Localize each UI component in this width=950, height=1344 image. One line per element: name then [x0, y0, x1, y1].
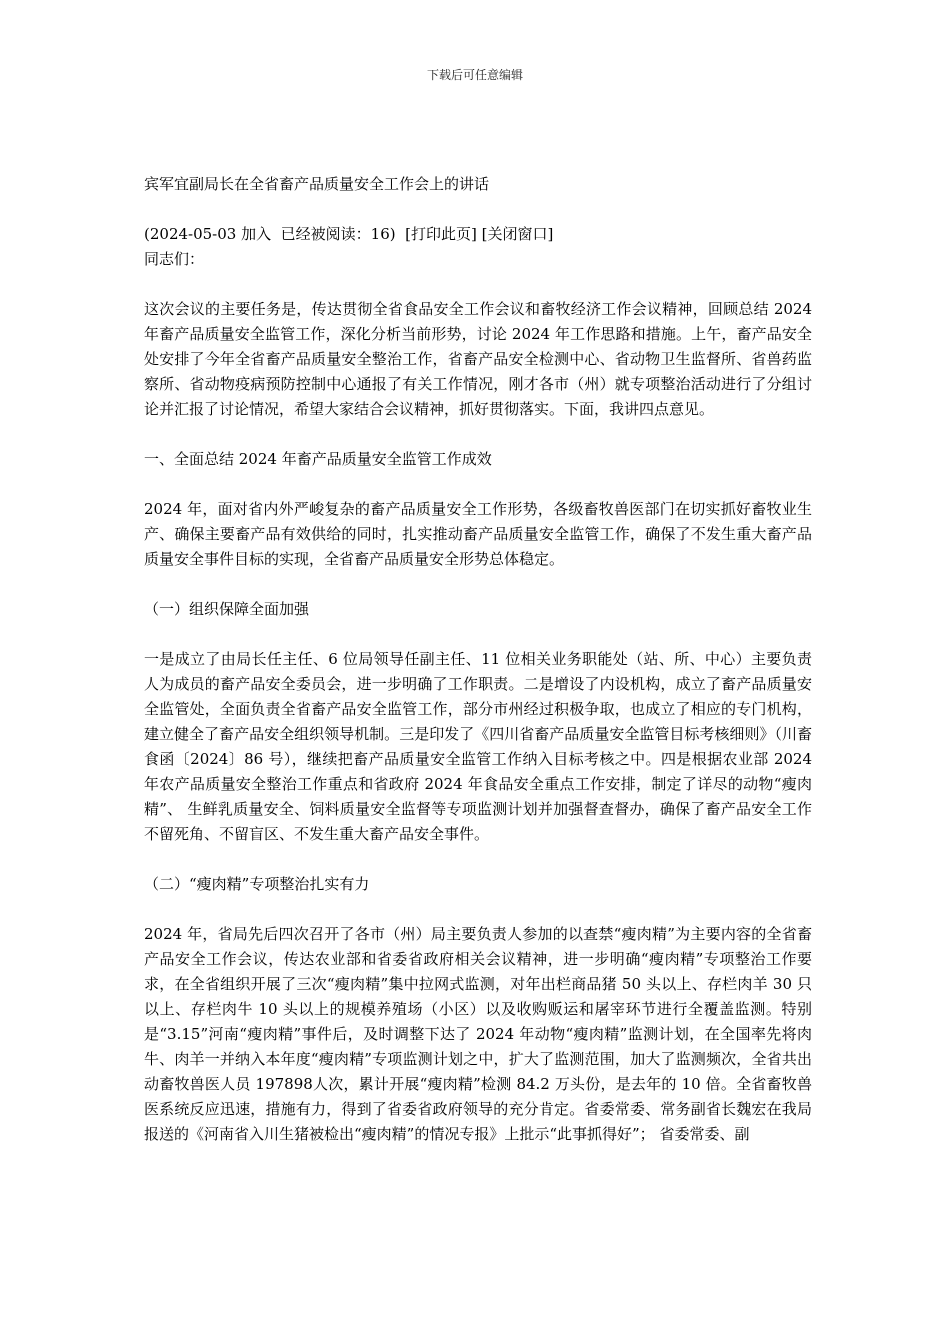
page-header-note: 下载后可任意编辑 — [426, 68, 523, 82]
subsection-heading-2: （二）“瘦肉精”专项整治扎实有力 — [144, 875, 370, 893]
print-page-link[interactable]: [打印此页] — [405, 225, 477, 243]
subsection-1-paragraph: 一是成立了由局长任主任、6 位局领导任副主任、11 位相关业务职能处（站、所、中心）主要负责人为成员的畜产品安全委员会，进一步明确了工作职责。二是增设了内设机构，成立了畜产品质量安全监管处，全面负责全省畜产品安全监管工作，部分市州经过积极争取，也成立了相应的专门机构，建立健全了畜产品安全组织领导机制。三是印发了《四川省畜产品质量安全监管目标考核细则》（川畜食函〔2024〕86 号），继续把畜产品质量安全监管工作纳入目标考核之中。四是根据农业部 2024 年农产品质量安全整治工作重点和省政府 2024 年食品安全重点工作安排，制定了详尽的动物“瘦肉精”、 生鲜乳质量安全、饲料质量安全监督等专项监测计划并加强督查督办，确保了畜产品安全工作不留死角、不留盲区、不发生重大畜产品安全事件。 — [144, 650, 812, 843]
close-window-link[interactable]: [关闭窗口] — [481, 225, 554, 243]
meta-read-count: 已经被阅读：16) — [280, 225, 396, 243]
subsection-heading-1: （一）组织保障全面加强 — [144, 600, 310, 618]
article-title: 宾军宜副局长在全省畜产品质量安全工作会上的讲话 — [144, 175, 490, 193]
article-meta — [144, 222, 812, 247]
meta-date-added: (2024-05-03 加入 — [144, 225, 272, 243]
article-body — [144, 172, 812, 1147]
section-1-paragraph: 2024 年，面对省内外严峻复杂的畜产品质量安全工作形势，各级畜牧兽医部门在切实抓好畜牧业生产、确保主要畜产品有效供给的同时，扎实推动畜产品质量安全监管工作，确保了不发生重大畜产品质量安全事件目标的实现，全省畜产品质量安全形势总体稳定。 — [144, 500, 812, 568]
subsection-2-paragraph: 2024 年，省局先后四次召开了各市（州）局主要负责人参加的以查禁“瘦肉精”为主要内容的全省畜产品安全工作会议，传达农业部和省委省政府相关会议精神，进一步明确“瘦肉精”专项整治工作要求，在全省组织开展了三次“瘦肉精”集中拉网式监测，对年出栏商品猪 50 头以上、存栏肉羊 30 只以上、存栏肉牛 10 头以上的规模养殖场（小区）以及收购贩运和屠宰环节进行全覆盖监测。特别是“3.15”河南“瘦肉精”事件后，及时调整下达了 2024 年动物“瘦肉精”监测计划，在全国率先将肉牛、肉羊一并纳入本年度“瘦肉精”专项监测计划之中，扩大了监测范围，加大了监测频次，全省共出动畜牧兽医人员 197898人次，累计开展“瘦肉精”检测 84.2 万头份，是去年的 10 倍。全省畜牧兽医系统反应迅速，措施有力，得到了省委省政府领导的充分肯定。省委常委、常务副省长魏宏在我局报送的《河南省入川生猪被检出“瘦肉精”的情况专报》上批示“此事抓得好”； 省委常委、副 — [144, 925, 812, 1143]
section-heading-1: 一、全面总结 2024 年畜产品质量安全监管工作成效 — [144, 450, 492, 468]
salutation: 同志们： — [144, 250, 205, 268]
intro-paragraph: 这次会议的主要任务是，传达贯彻全省食品安全工作会议和畜牧经济工作会议精神，回顾总结 2024 年畜产品质量安全监管工作，深化分析当前形势，讨论 2024 年工作思路和措施。上午，畜产品安全处安排了今年全省畜产品质量安全整治工作，省畜产品安全检测中心、省动物卫生监督所、省兽药监察所、省动物疫病预防控制中心通报了有关工作情况，刚才各市（州）就专项整治活动进行了分组讨论并汇报了讨论情况，希望大家结合会议精神，抓好贯彻落实。下面，我讲四点意见。 — [144, 300, 812, 418]
